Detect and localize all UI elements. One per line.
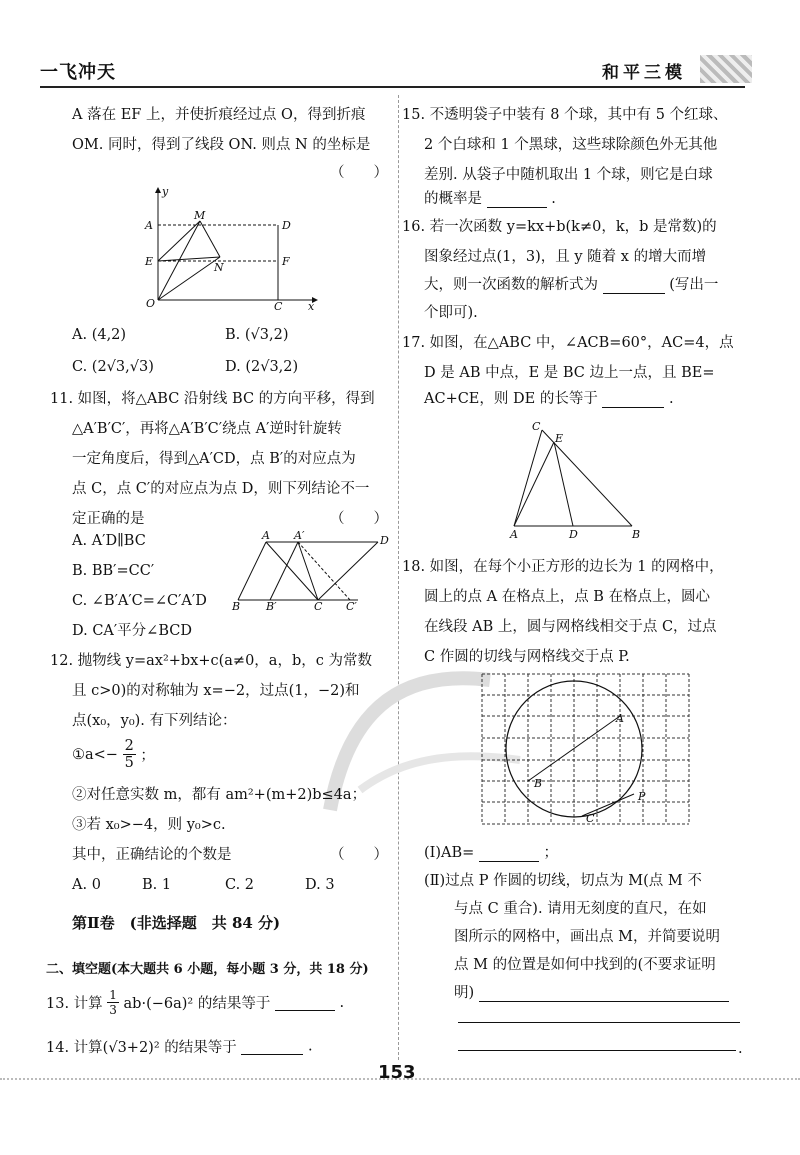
page-number: 153 [378,1062,416,1083]
q18-line-1: 18. 如图，在每个小正方形的边长为 1 的网格中， [402,559,724,575]
q18-part1-text: (Ⅰ)AB= [424,845,475,861]
q15-line-2: 2 个白球和 1 个黑球，这些球除颜色外无其他 [424,137,718,153]
q17-label-E: E [555,432,564,445]
q10-label-A: A [145,219,153,232]
q18-line-2: 圆上的点 A 在格点上，点 B 在格点上，圆心 [424,589,711,605]
q18-answer-line-2[interactable] [458,1022,740,1023]
q16-line-1: 16. 若一次函数 y=kx+b(k≠0，k，b 是常数)的 [402,219,717,235]
q11-line-4: 点 C，点 C′的对应点为点 D，则下列结论不一 [72,481,370,497]
q18-answer-line-1[interactable] [479,985,729,1002]
q11-option-b: B. BB′=CC′ [72,563,155,579]
q13-numerator: 1 [109,988,117,1002]
q12-c1-prefix: ①a<− [72,746,118,763]
q18-answer-line-3[interactable] [458,1050,736,1051]
q10-line-2: OM. 同时，得到了线段 ON. 则点 N 的坐标是 [72,137,371,153]
q10-option-d: D. (2√3,2) [225,359,299,375]
q18-grid-figure [476,670,696,830]
q18-label-A: A [616,712,624,725]
q11-line-2: △A′B′C′，再将△A′B′C′绕点 A′逆时针旋转 [72,421,342,437]
q15-line-3: 差别. 从袋子中随机取出 1 个球，则它是白球 [424,167,713,183]
q12-question: 其中，正确结论的个数是 [72,847,232,863]
q14-period: . [307,1038,313,1055]
q10-line-1: A 落在 EF 上，并使折痕经过点 O，得到折痕 [72,107,366,123]
q11-label-A: A [262,530,270,542]
q11-line-5: 定正确的是 [72,511,145,527]
q17-label-B: B [632,528,641,540]
q12-conclusion-2: ②对任意实数 m，都有 am²+(m+2)b≤4a； [72,787,367,803]
q12-option-d: D. 3 [305,877,335,893]
q10-figure [140,185,320,310]
q10-label-N: N [214,261,224,274]
q10-label-y: y [162,185,169,198]
q10-label-F: F [282,255,290,268]
q18-label-C: C [586,812,595,825]
section-fill-in-blank: 二、填空题(本大题共 6 小题，每小题 3 分，共 18 分) [46,962,369,977]
q16-line-2: 图象经过点(1，3)，且 y 随着 x 的增大而增 [424,249,707,265]
q15-line-1: 15. 不透明袋子中装有 8 个球，其中有 5 个红球、 [402,107,728,123]
q16-line-3-text: 大，则一次函数的解析式为 [424,277,598,293]
q18-line-3: 在线段 AB 上，圆与网格线相交于点 C，过点 [424,619,717,635]
q11-line-1: 11. 如图，将△ABC 沿射线 BC 的方向平移，得到 [50,391,375,407]
q12-option-c: C. 2 [225,877,255,893]
q12-answer-paren: （ ） [330,847,388,863]
q13-period: . [339,994,345,1011]
q16-answer-blank[interactable] [603,277,665,294]
q11-option-a: A. A′D∥BC [72,533,146,549]
q13-answer-blank[interactable] [275,994,335,1011]
q11-option-c: C. ∠B′A′C=∠C′A′D [72,593,207,609]
q11-line-3: 一定角度后，得到△A′CD，点 B′的对应点为 [72,451,356,467]
publisher-logo: 一飞冲天 [40,62,116,83]
q18-line-4: C 作圆的切线与网格线交于点 P. [424,649,630,665]
q14-text: 14. 计算(√3+2)² 的结果等于 [46,1040,237,1056]
q18-part2-line-5 [454,978,729,1008]
q12-option-b: B. 1 [142,877,172,893]
q13 [46,988,344,1017]
q18-part1-blank[interactable] [479,845,539,862]
q12-option-a: A. 0 [72,877,101,893]
q12-line-1: 12. 抛物线 y=ax²+bx+c(a≠0，a，b，c 为常数 [50,653,372,669]
q11-label-C: C [314,600,323,612]
q18-label-P: P [638,790,646,803]
q18-part2-line-1: (Ⅱ)过点 P 作圆的切线，切点为 M(点 M 不 [424,873,702,889]
q10-label-E: E [145,255,154,268]
q17-label-A: A [510,528,518,540]
header-rule [40,86,745,88]
q17-line-3 [424,384,674,414]
q18-part2-line-3: 图所示的网格中，画出点 M，并简要说明 [454,929,720,945]
q12-line-2: 且 c>0)的对称轴为 x=−2，过点(1，−2)和 [72,683,360,699]
q16-tail: (写出一 [669,277,719,293]
header-decoration [700,55,752,83]
part2-title: 第Ⅱ卷 (非选择题 共 84 分) [72,914,281,932]
q12-line-3: 点(x₀，y₀). 有下列结论： [72,713,237,729]
q12-c1-numerator: 2 [124,738,134,754]
q16-line-4: 个即可). [424,305,478,321]
q11-answer-paren: （ ） [330,511,388,527]
q11-label-C-prime: C′ [346,600,357,612]
q10-option-b: B. (√3,2) [225,327,289,343]
q10-label-M: M [194,209,206,222]
q11-label-B-prime: B′ [266,600,277,612]
q13-prefix: 13. 计算 [46,996,103,1012]
q12-conclusion-3: ③若 x₀>−4，则 y₀>c. [72,817,226,833]
q10-label-x: x [308,300,315,310]
q17-label-D: D [569,528,578,540]
q17-line-3-text: AC+CE，则 DE 的长等于 [424,391,598,407]
q10-label-D: D [282,219,291,232]
q18-part1 [424,838,558,868]
q10-option-c: C. (2√3,√3) [72,359,154,375]
q17-answer-blank[interactable] [602,391,664,408]
q12-c1-denominator: 5 [124,755,134,771]
q11-option-d: D. CA′平分∠BCD [72,623,192,639]
q10-label-C: C [274,300,283,310]
q17-line-2: D 是 AB 中点，E 是 BC 边上一点，且 BE= [424,365,715,381]
q18-part2-line-2: 与点 C 重合). 请用无刻度的直尺，在如 [454,901,707,917]
q18-label-B: B [534,777,543,790]
q15-period: . [551,191,556,207]
q10-label-O: O [146,297,156,310]
q11-label-A-prime: A′ [294,530,305,542]
q18-part1-end: ； [543,845,559,861]
q13-denominator: 3 [109,1003,117,1017]
q12-conclusion-1 [72,738,155,771]
q14-answer-blank[interactable] [241,1038,303,1055]
q11-figure [228,530,393,612]
exam-title: 和平三模 [602,63,686,83]
q17-period: . [669,391,674,407]
q15-answer-blank[interactable] [487,191,547,208]
q12-c1-suffix: ； [140,748,155,764]
q14 [46,1036,313,1057]
q13-suffix: ab·(−6a)² 的结果等于 [123,996,271,1012]
q11-label-D: D [380,534,389,547]
q18-part2-line-4: 点 M 的位置是如何中找到的(不要求证明 [454,957,716,973]
q15-line-4 [424,184,556,214]
q11-label-B: B [232,600,241,612]
q17-figure [500,418,650,540]
q15-line-4-text: 的概率是 [424,191,482,207]
q17-label-C: C [532,420,541,433]
q10-answer-paren: （ ） [330,165,388,181]
q18-period: . [738,1041,743,1057]
q16-line-3 [424,270,718,300]
column-divider [398,95,399,1060]
q17-line-1: 17. 如图，在△ABC 中，∠ACB=60°，AC=4，点 [402,335,734,351]
q18-part2-last-text: 明) [454,985,475,1001]
q10-option-a: A. (4,2) [72,327,127,343]
